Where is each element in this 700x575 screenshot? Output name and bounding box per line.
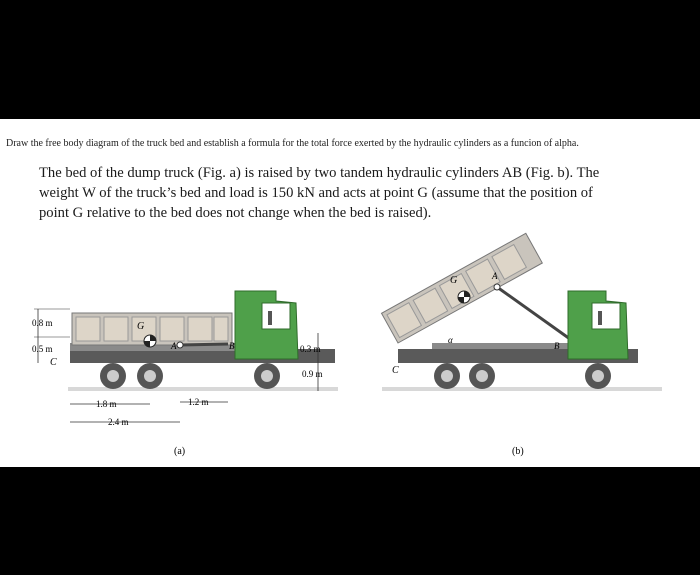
front-wheel — [585, 363, 611, 389]
rear-wheel-2 — [469, 363, 495, 389]
mirror — [598, 311, 602, 325]
point-label-g: G — [137, 321, 145, 332]
bed-panel — [160, 317, 184, 341]
point-label-b: B — [229, 341, 235, 351]
rear-wheel-2 — [137, 363, 163, 389]
pin-a — [494, 284, 500, 290]
problem-line-2: weight W of the truck’s bed and load is 150 kN and acts at point G (assume that the position of — [39, 185, 593, 201]
cab-window — [592, 303, 620, 329]
dim-label-0-5: 0.5 m — [32, 344, 53, 354]
hydraulic-cylinder-ab — [497, 287, 577, 344]
raised-dump-bed — [382, 233, 543, 343]
prompt-text: Draw the free body diagram of the truck bed and establish a formula for the total force exerted by the hydraulic cylinders as a funcion of alpha. — [6, 138, 579, 149]
bed-panel — [104, 317, 128, 341]
ground-line — [382, 387, 662, 391]
problem-statement — [39, 163, 679, 223]
cab-window — [262, 303, 290, 329]
point-label-a: A — [492, 271, 498, 281]
rear-wheel-1 — [100, 363, 126, 389]
dim-label-2-4: 2.4 m — [108, 417, 129, 427]
figure-b-caption: (b) — [512, 446, 524, 457]
hydraulic-cylinder-ab — [180, 344, 228, 345]
figure-b — [372, 231, 672, 466]
truck-lowered-diagram — [30, 231, 340, 461]
dim-label-0-3: 0.3 m — [300, 344, 321, 354]
rear-wheel-1 — [434, 363, 460, 389]
problem-line-3: point G relative to the bed does not change when the bed is raised). — [39, 205, 432, 221]
angle-label-alpha: α — [448, 335, 453, 345]
dim-label-1-8: 1.8 m — [96, 399, 117, 409]
bed-floor — [432, 343, 582, 349]
mirror — [268, 311, 272, 325]
problem-sheet — [0, 119, 700, 467]
bed-panel — [76, 317, 100, 341]
problem-line-1: The bed of the dump truck (Fig. a) is raised by two tandem hydraulic cylinders AB (Fig. b). The — [39, 165, 600, 181]
pin-a — [177, 342, 183, 348]
bed-panel — [188, 317, 212, 341]
point-label-c: C — [50, 357, 57, 368]
figure-a-caption: (a) — [174, 446, 186, 457]
dim-label-0-9: 0.9 m — [302, 369, 323, 379]
dim-label-1-2: 1.2 m — [188, 397, 209, 407]
point-label-a: A — [171, 341, 177, 351]
dim-label-0-8: 0.8 m — [32, 318, 53, 328]
point-label-c: C — [392, 365, 399, 376]
point-label-g: G — [450, 275, 458, 286]
figure-a — [30, 231, 340, 466]
bed-panel — [214, 317, 228, 341]
front-wheel — [254, 363, 280, 389]
point-label-b: B — [554, 341, 560, 351]
truck-raised-diagram — [372, 231, 672, 461]
